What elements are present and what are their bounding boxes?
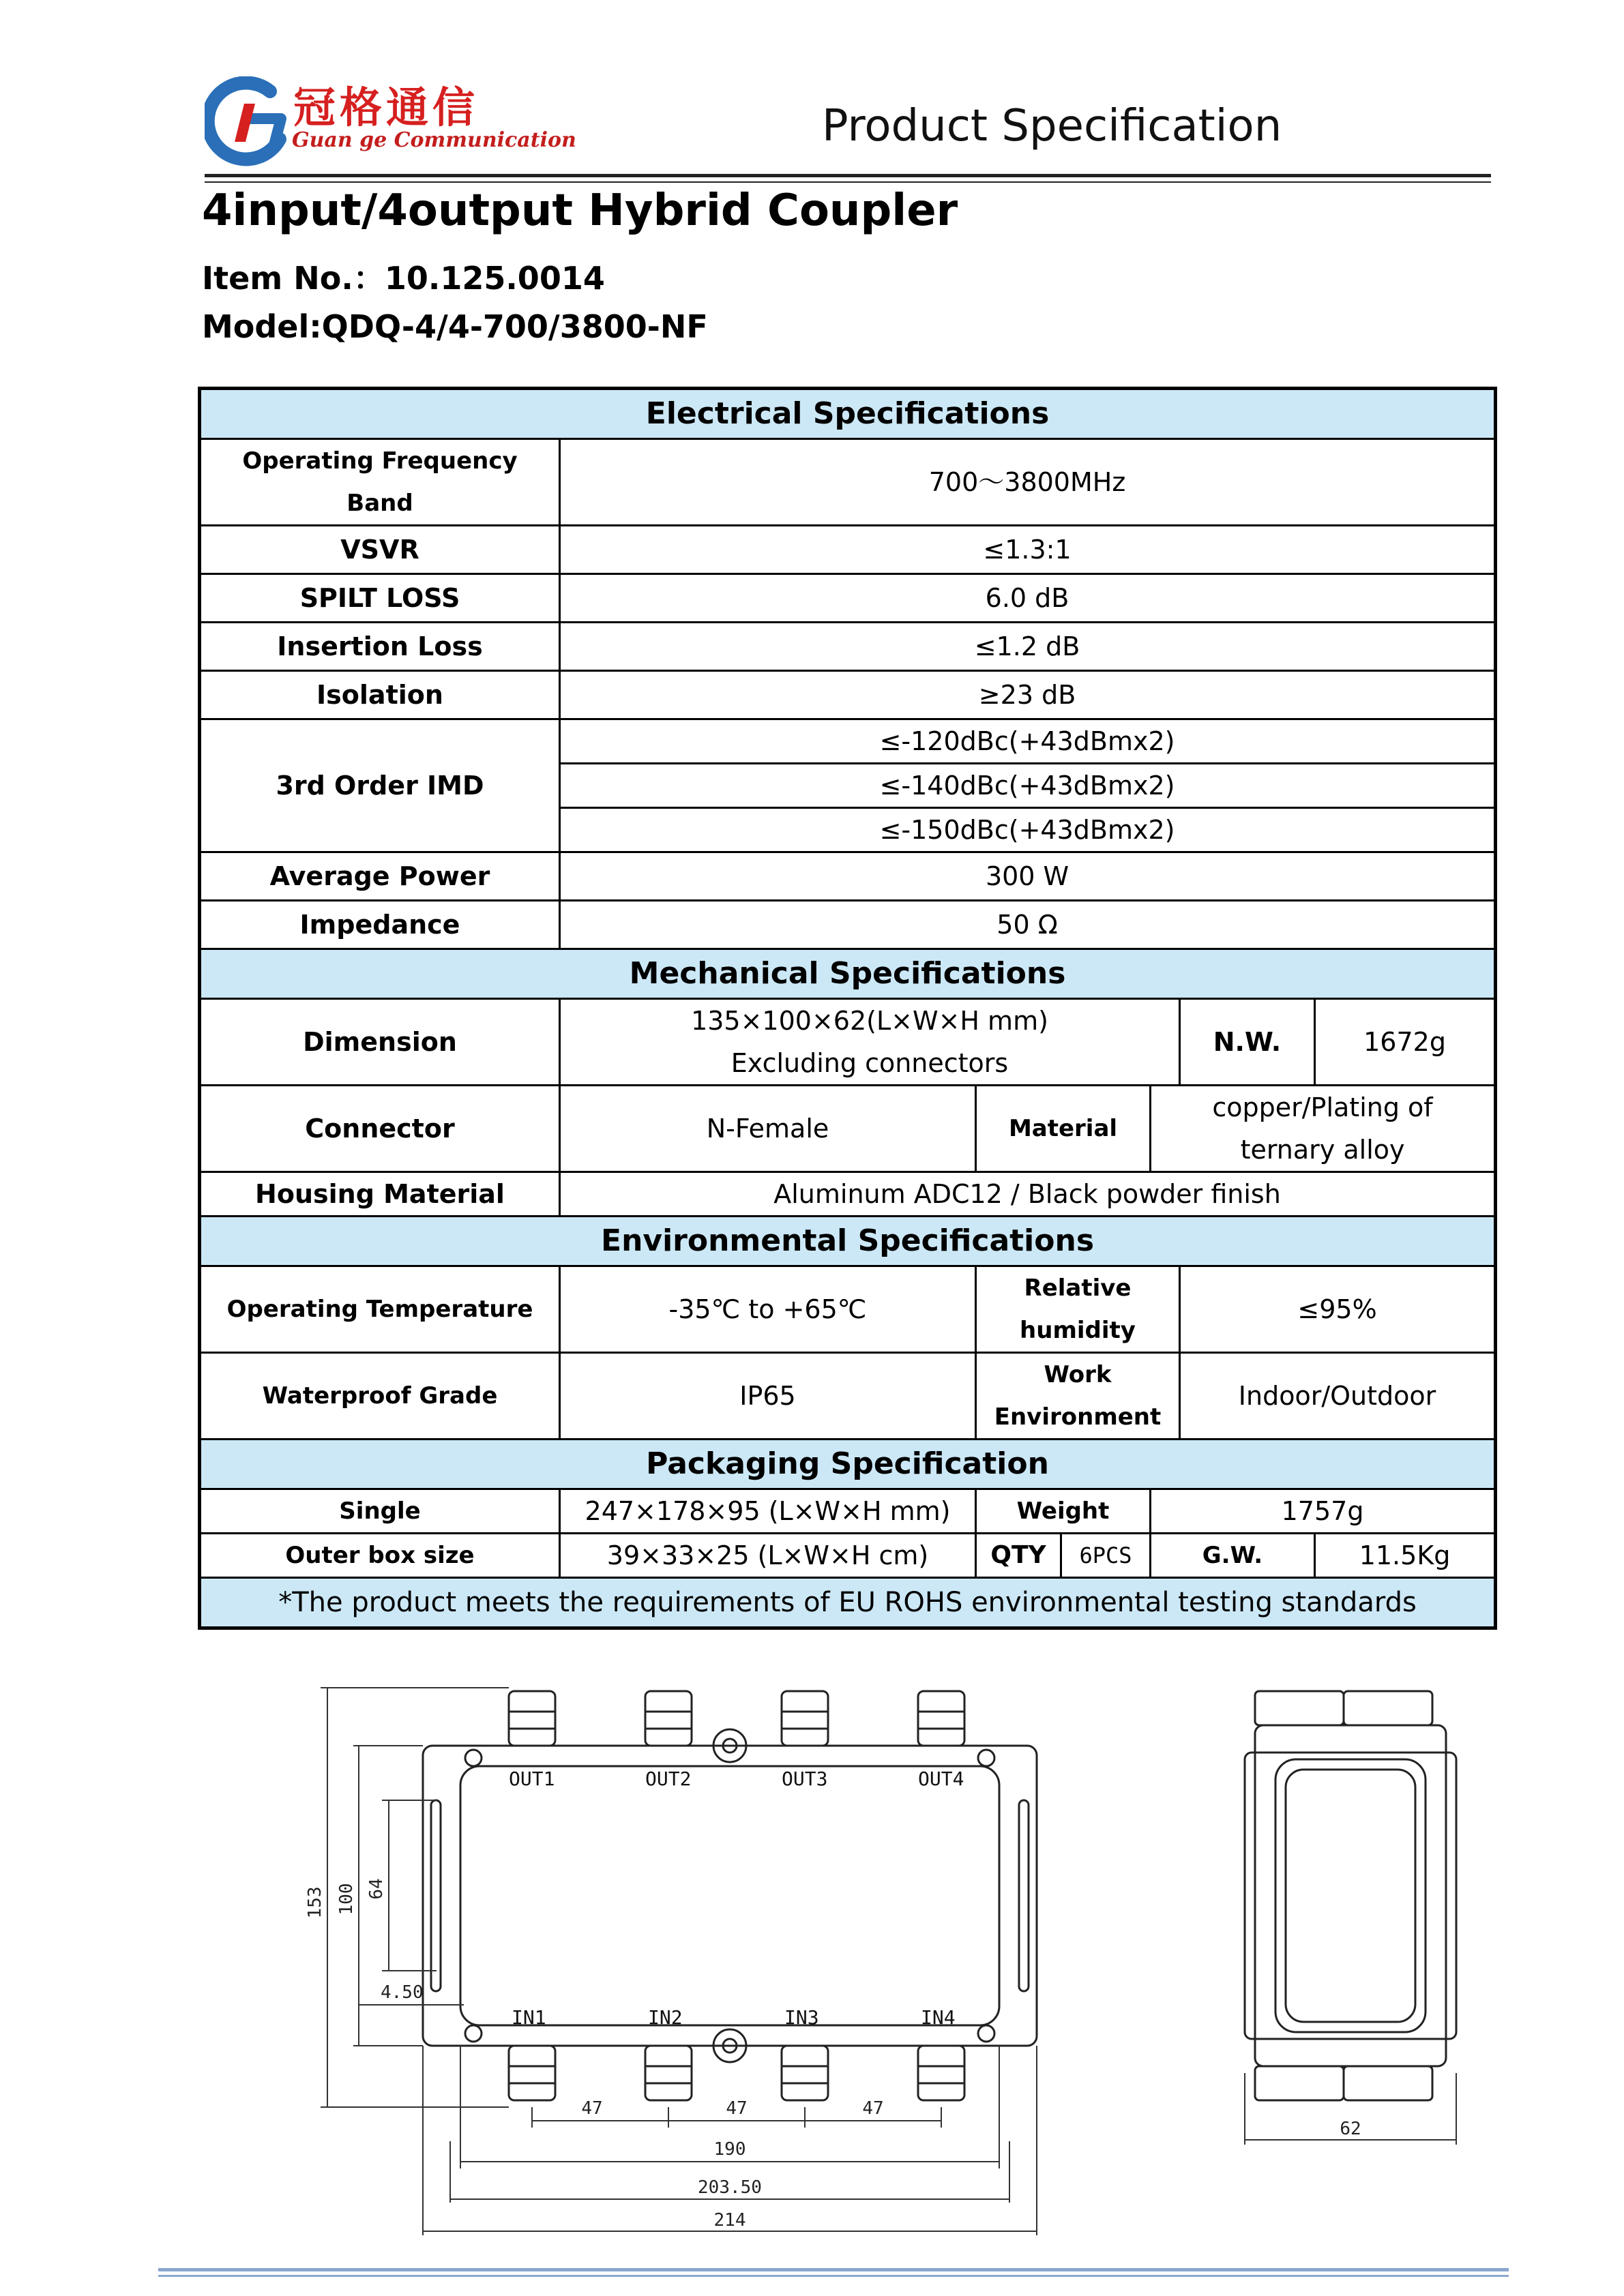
row-label: Material [976,1086,1151,1172]
row-label: Weight [976,1489,1151,1534]
row-value: 11.5Kg [1315,1534,1496,1578]
rohs-note: *The product meets the requirements of EU ROHS environmental testing standards [200,1578,1496,1628]
row-value: -35℃ to +65℃ [560,1266,976,1353]
table-row [200,671,1496,719]
port-label-in4: IN4 [921,2006,956,2029]
port-label-in1: IN1 [512,2006,546,2029]
row-label: SPILT LOSS [200,574,560,623]
dimension-label: 153 [305,1886,325,1919]
connector-icon [782,1691,828,1746]
section-heading: Packaging Specification [200,1440,1496,1489]
port-label-out3: OUT3 [782,1768,828,1790]
row-label: 3rd Order IMD [200,719,560,852]
table-row [200,1353,1496,1440]
table-row [200,852,1496,901]
table-row [200,1086,1496,1172]
table-row [200,999,1496,1086]
row-label: Outer box size [200,1534,560,1578]
technical-drawing [293,1664,1494,2237]
connector-icon [918,2046,964,2100]
row-label: Insertion Loss [200,623,560,671]
row-value: ≤-120dBc(+43dBmx2) [560,719,1496,764]
qty-cell [976,1534,1151,1578]
row-value [1151,1086,1496,1172]
row-value: IP65 [560,1353,976,1440]
row-value: Aluminum ADC12 / Black powder finish [560,1172,1496,1217]
table-row [200,1266,1496,1353]
row-value: 39×33×25 (L×W×H cm) [560,1534,976,1578]
row-label: Housing Material [200,1172,560,1217]
row-value: 1672g [1315,999,1496,1086]
section-packaging [200,1440,1496,1489]
section-heading: Electrical Specifications [200,389,1496,439]
dimension-label: 47 [862,2098,884,2119]
row-label: G.W. [1151,1534,1315,1578]
material-line-2: ternary alloy [1240,1135,1405,1165]
connector-icon [782,2046,828,2100]
dimension-label: 214 [713,2210,746,2231]
coupler-body-inner [460,1766,999,2025]
rohs-note-row [200,1578,1496,1628]
row-label: Average Power [200,852,560,901]
header-rule-thick [205,174,1491,177]
item-number: Item No.：10.125.0014 [202,260,605,297]
row-label: VSVR [200,526,560,574]
section-environmental [200,1217,1496,1266]
section-heading: Environmental Specifications [200,1217,1496,1266]
table-row [200,574,1496,623]
table-row [200,526,1496,574]
table-row [200,719,1496,764]
dimension-label: 190 [713,2139,746,2160]
row-value: ≤-140dBc(+43dBmx2) [560,764,1496,808]
input-connectors [509,2046,964,2100]
row-label [976,1353,1180,1440]
header-rule-thin [205,181,1491,183]
port-label-out2: OUT2 [645,1768,692,1790]
dimension-label: 100 [336,1883,357,1915]
row-value: 1757g [1151,1489,1496,1534]
product-title: 4input/4output Hybrid Coupler [202,185,958,236]
row-value: ≤1.2 dB [560,623,1496,671]
row-value: 247×178×95 (L×W×H mm) [560,1489,976,1534]
coupler-body-outline [423,1746,1037,2046]
dimension-line-1: 135×100×62(L×W×H mm) [691,1006,1048,1036]
row-label: Impedance [200,901,560,949]
dimension-label: 62 [1340,2119,1361,2139]
row-label: Operating Temperature [200,1266,560,1353]
row-value: 6.0 dB [560,574,1496,623]
row-value: 700～3800MHz [560,439,1496,526]
dimension-label: 64 [366,1878,387,1900]
dimension-label: 47 [581,2098,603,2119]
logo-english-text: Guan ge Communication [292,128,576,152]
material-line-1: copper/Plating of [1212,1092,1433,1122]
connector-icon [645,2046,692,2100]
footer-rule-thin [158,2275,1509,2277]
output-connectors [509,1691,964,1746]
connector-icon [509,2046,555,2100]
section-electrical [200,389,1496,439]
row-label: Isolation [200,671,560,719]
port-label-out1: OUT1 [509,1768,555,1790]
qty-value: 6PCS [1079,1542,1132,1568]
port-label-out4: OUT4 [918,1768,964,1790]
logo-g-icon [205,76,295,166]
document-title: Product Specification [822,101,1282,151]
side-view [1245,1691,1456,2100]
row-value: N-Female [560,1086,976,1172]
row-value: ≤95% [1180,1266,1496,1353]
work-label-line-1: Work [1044,1361,1112,1388]
connector-icon [918,1691,964,1746]
row-value: 50 Ω [560,901,1496,949]
model-number: Model:QDQ-4/4-700/3800-NF [202,308,708,345]
logo-chinese-text: 冠格通信 [293,83,479,132]
table-row [200,1489,1496,1534]
company-logo [205,74,576,169]
specification-table [198,387,1497,1630]
dimension-label: 47 [726,2098,748,2119]
dimension-label: 203.50 [698,2177,762,2198]
work-label-line-2: Environment [994,1403,1162,1431]
dimension-line-2: Excluding connectors [730,1048,1009,1078]
row-value: ≤1.3:1 [560,526,1496,574]
table-row [200,623,1496,671]
row-value: ≥23 dB [560,671,1496,719]
row-label: Connector [200,1086,560,1172]
row-label: Single [200,1489,560,1534]
table-row [200,901,1496,949]
row-label: Operating Frequency Band [200,439,560,526]
section-heading: Mechanical Specifications [200,949,1496,999]
footer-rule-thick [158,2268,1509,2271]
row-value: 300 W [560,852,1496,901]
section-mechanical [200,949,1496,999]
row-value: Indoor/Outdoor [1180,1353,1496,1440]
table-row [200,1534,1496,1578]
port-label-in2: IN2 [648,2006,683,2029]
table-row [200,439,1496,526]
dimension-label: 4.50 [381,1982,424,2003]
row-value: ≤-150dBc(+43dBmx2) [560,808,1496,852]
row-label: N.W. [1180,999,1315,1086]
row-label: Waterproof Grade [200,1353,560,1440]
qty-label: QTY [977,1534,1062,1577]
row-label: Relative humidity [976,1266,1180,1353]
table-row [200,1172,1496,1217]
row-label: Dimension [200,999,560,1086]
port-label-in3: IN3 [784,2006,819,2029]
connector-icon [645,1691,692,1746]
connector-icon [509,1691,555,1746]
row-value [560,999,1180,1086]
